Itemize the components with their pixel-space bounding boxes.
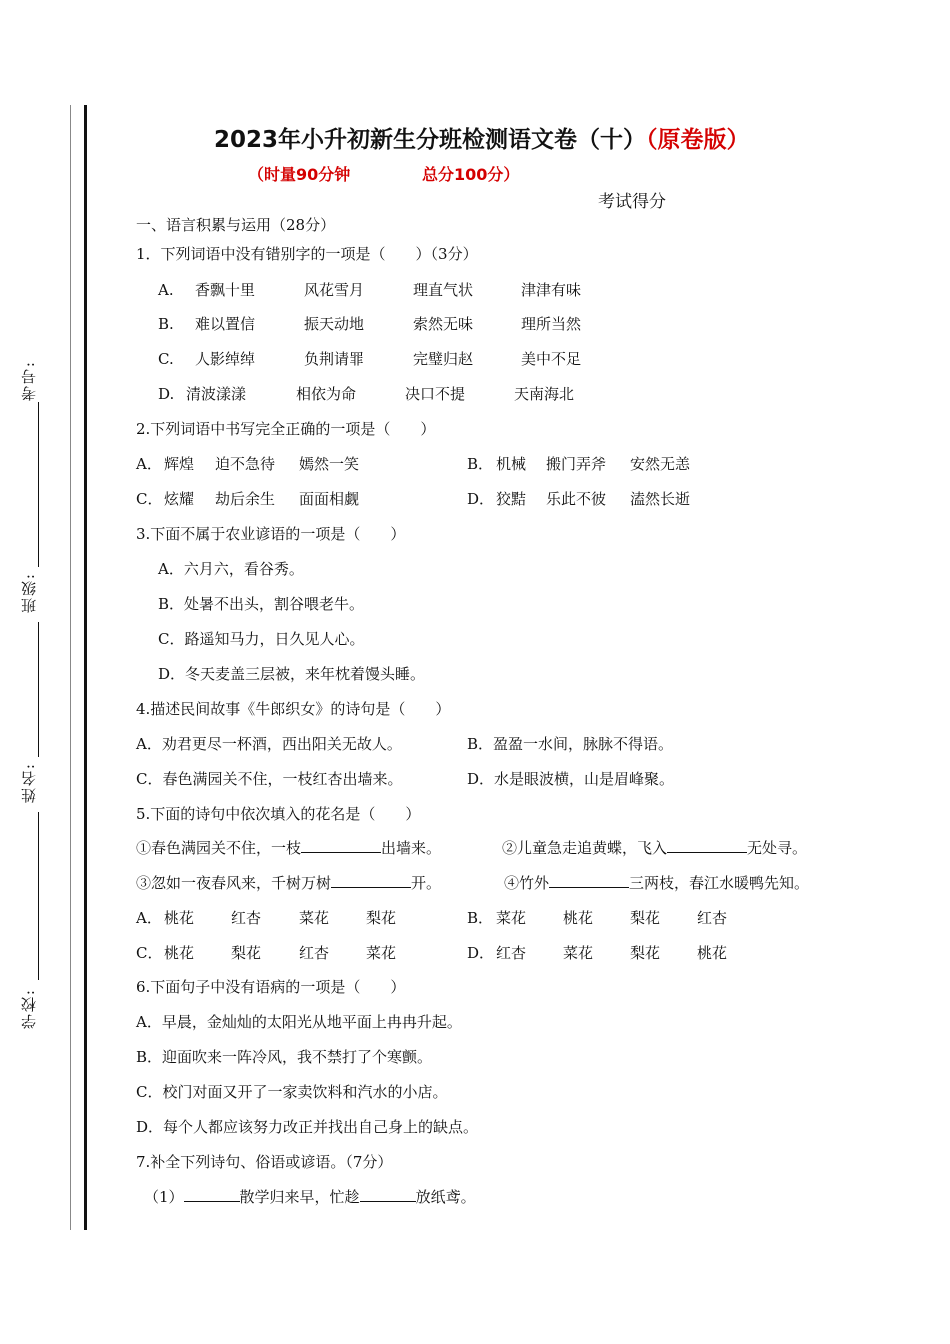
title-tag: （原卷版） xyxy=(646,127,750,153)
q4-stem: 4.描述民间故事《牛郎织女》的诗句是（ ） xyxy=(136,700,451,718)
q7-stem: 7.补全下列诗句、俗语或谚语。（7分） xyxy=(136,1153,393,1171)
q1-stem: 1．下列词语中没有错别字的一项是（ ）（3分） xyxy=(136,245,478,263)
exam-number-label: 考号: xyxy=(20,360,38,402)
binding-line-thin xyxy=(70,105,71,1230)
q6-option-c: C．校门对面又开了一家卖饮料和汽水的小店。 xyxy=(136,1083,448,1101)
q5-stem: 5.下面的诗句中依次填入的花名是（ ） xyxy=(136,805,421,823)
score-box-label: 考试得分 xyxy=(598,192,666,212)
q3-option-c: C．路遥知马力，日久见人心。 xyxy=(158,630,365,648)
answer-blank[interactable] xyxy=(667,838,747,853)
class-underline[interactable] xyxy=(38,622,39,757)
q6-option-a: A．早晨，金灿灿的太阳光从地平面上冉冉升起。 xyxy=(136,1013,462,1031)
q7-line-1: （1） 散学归来早，忙趁 放纸鸢。 xyxy=(144,1188,476,1206)
q4-option-a: A．劝君更尽一杯酒，西出阳关无故人。 xyxy=(136,735,402,753)
q5-line-2b: ④竹外 三两枝，春江水暖鸭先知。 xyxy=(504,874,810,892)
q6-option-b: B．迎面吹来一阵冷风，我不禁打了个寒颤。 xyxy=(136,1048,433,1066)
name-label: 姓名: xyxy=(20,762,38,804)
q6-stem: 6.下面句子中没有语病的一项是（ ） xyxy=(136,978,406,996)
q4-option-c: C．春色满园关不住，一枝红杏出墙来。 xyxy=(136,770,403,788)
answer-blank[interactable] xyxy=(331,873,411,888)
page-title xyxy=(214,121,750,154)
answer-blank[interactable] xyxy=(301,838,381,853)
school-label: 学校: xyxy=(20,988,38,1030)
exam-number-underline[interactable] xyxy=(38,402,39,567)
q3-option-b: B．处暑不出头，割谷喂老牛。 xyxy=(158,595,365,613)
score-info: 总分100分） xyxy=(422,165,520,184)
q3-stem: 3.下面不属于农业谚语的一项是（ ） xyxy=(136,525,406,543)
q3-option-d: D．冬天麦盖三层被，来年枕着馒头睡。 xyxy=(158,665,426,683)
q5-line-1b: ②儿童急走追黄蝶，飞入 无处寻。 xyxy=(502,839,808,857)
time-info: （时量90分钟 xyxy=(248,165,351,184)
q3-option-a: A．六月六，看谷秀。 xyxy=(158,560,304,578)
q5-line-1a: ①春色满园关不住，一枝 出墙来。 xyxy=(136,839,442,857)
section-heading: 一、语言积累与运用（28分） xyxy=(136,216,336,234)
q5-line-2a: ③忽如一夜春风来，千树万树 开。 xyxy=(136,874,442,892)
title-main: 2023年小升初新生分班检测语文卷（十） xyxy=(214,127,647,153)
answer-blank[interactable] xyxy=(549,873,629,888)
answer-blank[interactable] xyxy=(184,1187,240,1202)
name-underline[interactable] xyxy=(38,812,39,980)
q2-stem: 2.下列词语中书写完全正确的一项是（ ） xyxy=(136,420,436,438)
answer-blank[interactable] xyxy=(360,1187,416,1202)
q4-option-d: D．水是眼波横，山是眉峰聚。 xyxy=(467,770,675,788)
q4-option-b: B．盈盈一水间，脉脉不得语。 xyxy=(467,735,674,753)
binding-line-thick xyxy=(84,105,87,1230)
q6-option-d: D．每个人都应该努力改正并找出自己身上的缺点。 xyxy=(136,1118,479,1136)
class-label: 班级: xyxy=(20,572,38,614)
